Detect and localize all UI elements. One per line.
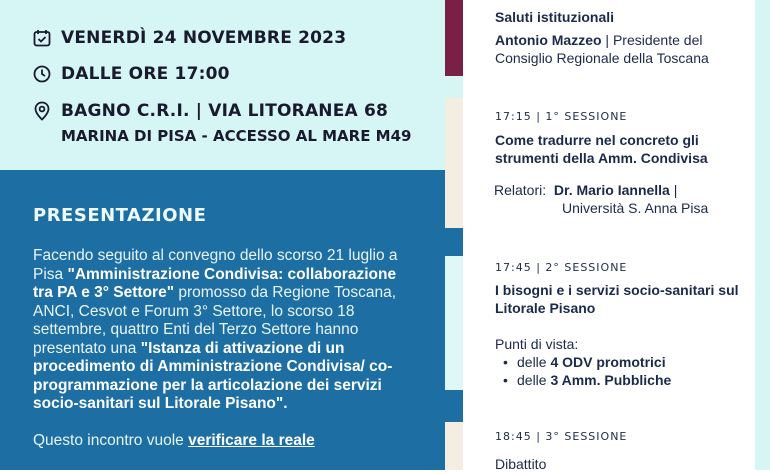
calendar-icon: [33, 29, 51, 47]
session-2-time: 17:45 | 2° SESSIONE: [495, 261, 628, 274]
list-item: • delle 4 ODV promotrici: [495, 353, 745, 371]
strip-gap: [445, 228, 463, 256]
session-3-time: 18:45 | 3° SESSIONE: [495, 430, 628, 443]
location-row: [33, 101, 388, 121]
event-location: BAGNO C.R.I. | VIA LITORANEA 68: [61, 101, 389, 121]
greetings-title: Saluti istituzionali: [495, 9, 615, 25]
session-1-title: Come tradurre nel concreto gli strumenti della Amm. Condivisa: [495, 132, 708, 166]
greetings-speaker: Antonio Mazzeo | Presidente del Consiglio Regionale della Toscana: [495, 32, 709, 66]
list-item: • delle 3 Amm. Pubbliche: [495, 371, 745, 389]
strip-gap: [445, 76, 463, 98]
presentation-text: Facendo seguito al convegno dello scorso 21 luglio a Pisa "Amministrazione Condivisa: collaborazione tra PA e 3° Settore" promosso da Regione Toscana, ANCI, Cesvot e Forum 3° Settore, lo scorso 18 settembre, quattro Enti del Terzo Settore hanno presentato una "Istanza di attivazione di un procedimento di Amministrazione Condivisa/ co-programmazione per la articolazione dei servizi socio-sanitari sul Litorale Pisano". Questo incontro vuole verificare la reale: [33, 247, 398, 449]
strip-beige-2: [445, 422, 463, 470]
date-row: [33, 28, 346, 48]
program-column: [463, 0, 755, 470]
strip-light-teal: [445, 256, 463, 390]
session-1-speakers: Relatori: Dr. Mario Iannella | Università S. Anna Pisa: [494, 182, 709, 216]
event-date: VENERDÌ 24 NOVEMBRE 2023: [61, 28, 347, 48]
strip-gap: [445, 390, 463, 422]
event-location-detail: MARINA DI PISA - ACCESSO AL MARE M49: [61, 127, 412, 145]
strip-beige-1: [445, 98, 463, 228]
time-row: [33, 64, 230, 84]
clock-icon: [33, 65, 51, 83]
session-3-title: Dibattito: [495, 456, 547, 472]
event-time: DALLE ORE 17:00: [61, 64, 230, 84]
session-1-time: 17:15 | 1° SESSIONE: [495, 110, 628, 123]
presentation-title: PRESENTAZIONE: [33, 205, 207, 226]
right-edge: [755, 0, 770, 470]
session-2-title: I bisogni e i servizi socio-sanitari sul Litorale Pisano: [495, 282, 739, 316]
map-pin-icon: [33, 102, 51, 120]
session-2-points: Punti di vista: • delle 4 ODV promotrici • delle 3 Amm. Pubbliche: [495, 335, 745, 389]
strip-maroon: [445, 0, 463, 76]
